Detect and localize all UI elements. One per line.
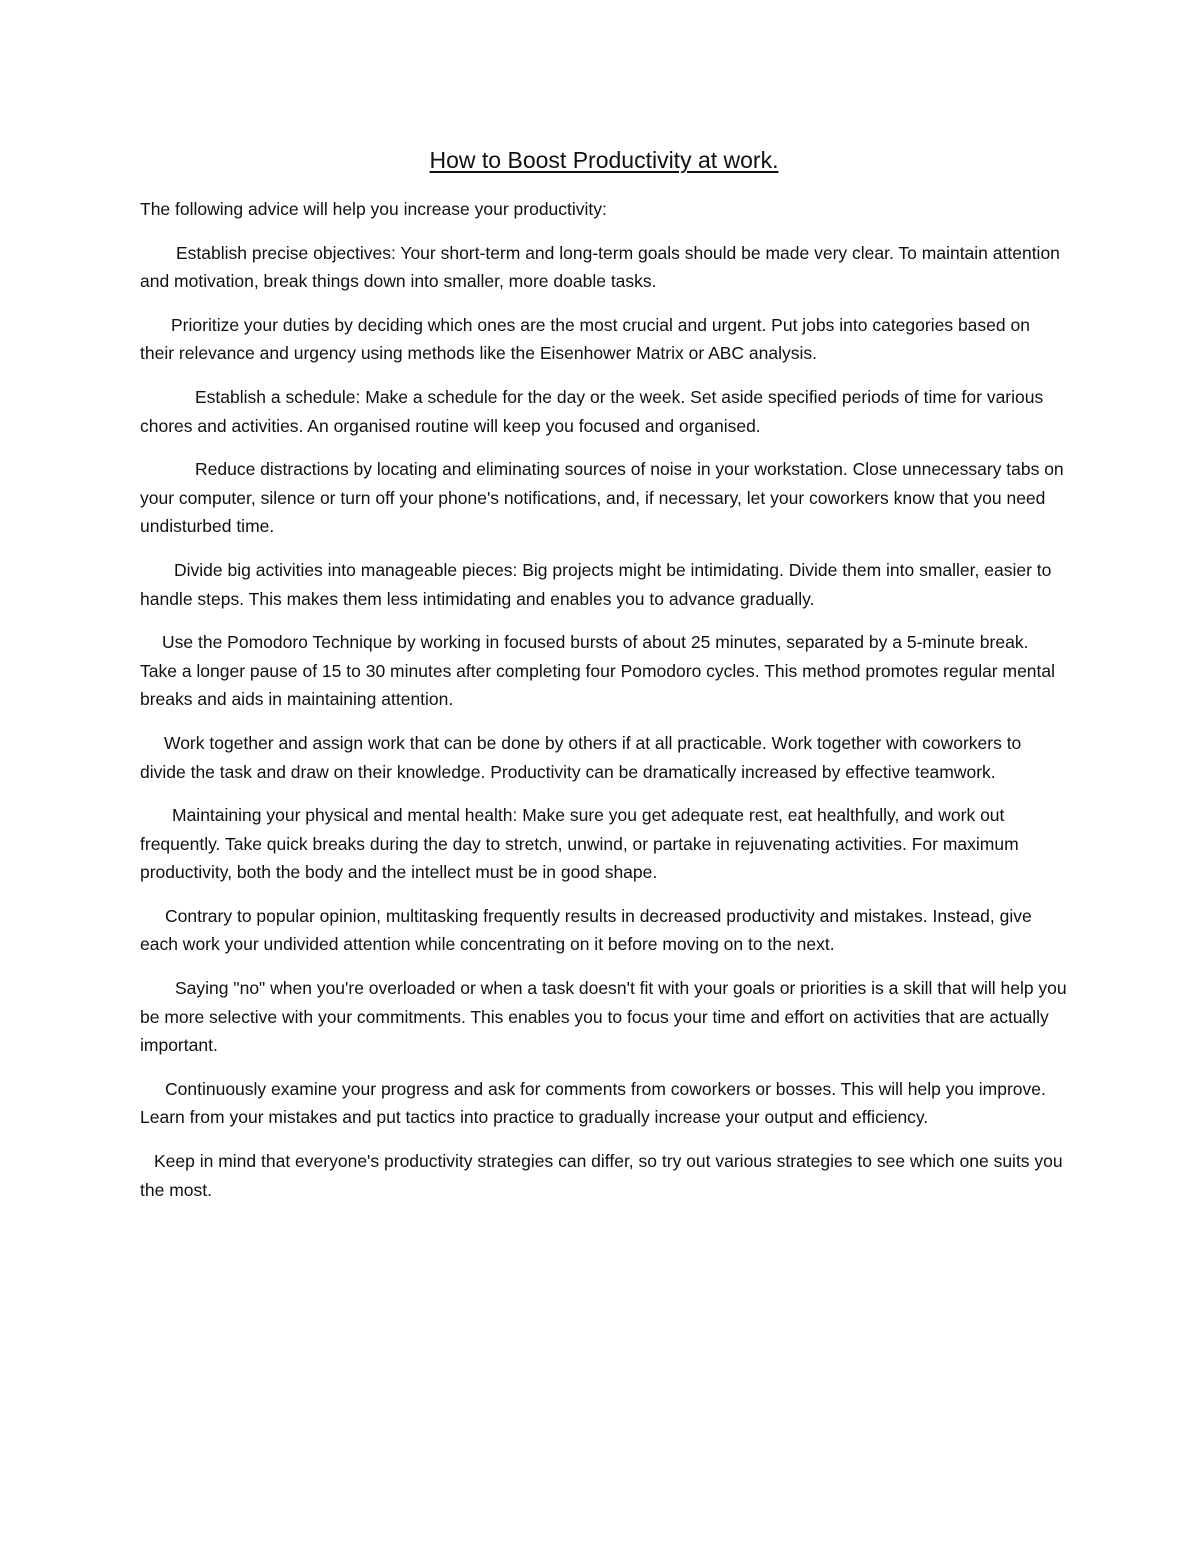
paragraph-pomodoro: Use the Pomodoro Technique by working in focused bursts of about 25 minutes, separated by a 5-minute break. Take a longer pause of 15 to 30 minutes after completing four Pomodoro cycles. This method promotes regular mental breaks and aids in maintaining attention.	[140, 632, 1056, 710]
paragraph-examine-progress: Continuously examine your progress and ask for comments from coworkers or bosses. This will help you improve. Learn from your mistakes and put tactics into practice to gradually increase your output and efficiency.	[140, 1078, 1046, 1128]
paragraph-prioritize-duties: Prioritize your duties by deciding which ones are the most crucial and urgent. Put jobs into categories based on their relevance and urgency using methods like the Eisenhower Matrix or ABC analysis.	[140, 314, 1030, 364]
paragraph-establish-objectives: Establish precise objectives: Your short-term and long-term goals should be made very clear. To maintain attention and motivation, break things down into smaller, more doable tasks.	[140, 242, 1060, 292]
paragraph-divide-activities: Divide big activities into manageable pieces: Big projects might be intimidating. Divide them into smaller, easier to handle steps. This makes them less intimidating and enables you to advance gradually.	[140, 559, 1052, 609]
paragraph-saying-no: Saying "no" when you're overloaded or when a task doesn't fit with your goals or priorities is a skill that will help you be more selective with your commitments. This enables you to focus your time and effort on activities that are actually important.	[140, 978, 1067, 1056]
paragraph-reduce-distractions: Reduce distractions by locating and eliminating sources of noise in your workstation. Close unnecessary tabs on your computer, silence or turn off your phone's notifications, and, if necessary, let your coworkers know that you need undisturbed time.	[140, 459, 1064, 537]
paragraph-work-together: Work together and assign work that can be done by others if at all practicable. Work together with coworkers to divide the task and draw on their knowledge. Productivity can be dramatically increased by effective teamwork.	[140, 732, 1022, 782]
paragraph-health: Maintaining your physical and mental health: Make sure you get adequate rest, eat healthfully, and work out frequently. Take quick breaks during the day to stretch, unwind, or partake in rejuvenating activities. For maximum productivity, both the body and the intellect must be in good shape.	[140, 805, 1019, 883]
paragraph-multitasking: Contrary to popular opinion, multitasking frequently results in decreased productivity and mistakes. Instead, give each work your undivided attention while concentrating on it before moving on to the next.	[140, 905, 1032, 955]
intro-paragraph: The following advice will help you increase your productivity:	[140, 199, 607, 219]
paragraph-establish-schedule: Establish a schedule: Make a schedule for the day or the week. Set aside specified periods of time for various chores and activities. An organised routine will keep you focused and organised.	[140, 386, 1044, 436]
document-title: How to Boost Productivity at work.	[429, 147, 779, 173]
document-body	[140, 143, 1068, 1219]
paragraph-conclusion: Keep in mind that everyone's productivity strategies can differ, so try out various strategies to see which one suits you the most.	[140, 1151, 1063, 1200]
